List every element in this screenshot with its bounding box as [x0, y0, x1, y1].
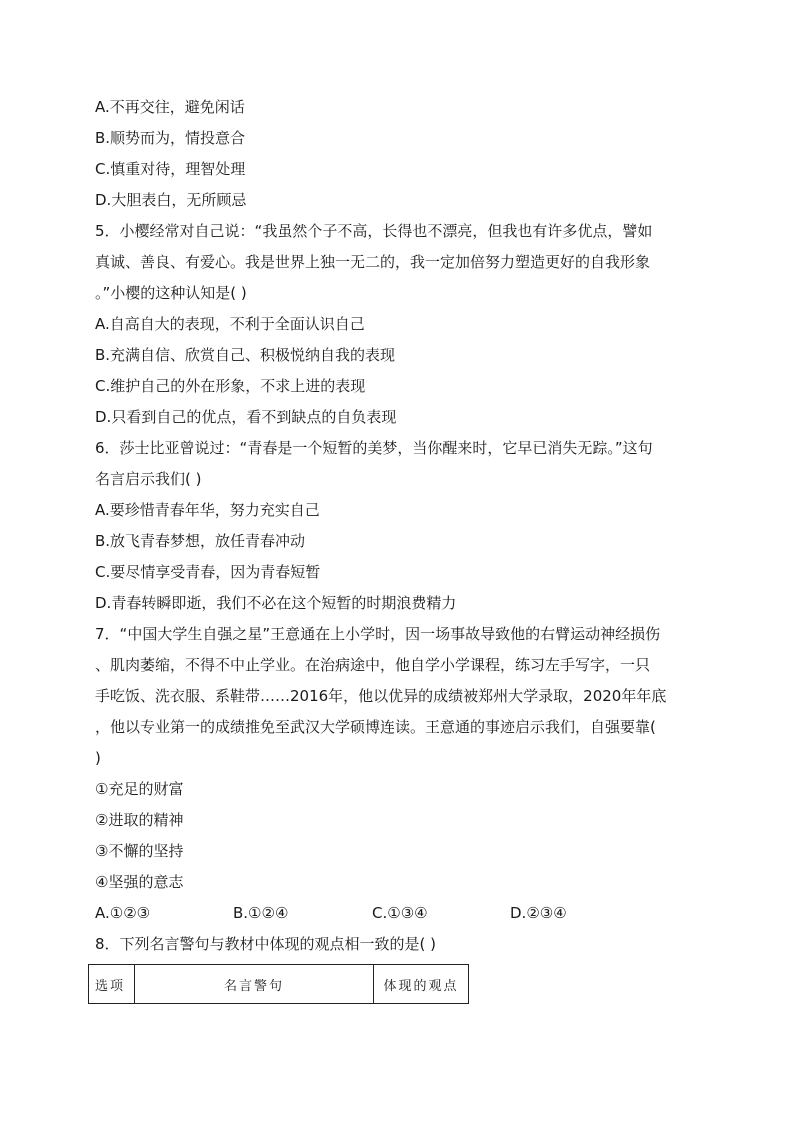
q7-choice-b: B.①②④	[233, 904, 289, 922]
q5-stem-line-1: 5．小樱经常对自己说：“我虽然个子不高，长得也不漂亮，但我也有许多优点，譬如	[95, 222, 653, 240]
q6-option-b: B.放飞青春梦想，放任青春冲动	[95, 532, 306, 550]
q4-option-d: D.大胆表白，无所顾忌	[95, 191, 247, 209]
q7-choice-d: D.②③④	[510, 904, 567, 922]
q7-choice-a: A.①②③	[95, 904, 151, 922]
q4-option-b: B.顺势而为，情投意合	[95, 129, 246, 147]
question-8	[95, 929, 705, 1004]
q7-stem-line-4: ，他以专业第一的成绩推免至武汉大学硕博连读。王意通的事迹启示我们，自强要靠(	[95, 718, 656, 736]
q6-option-d: D.青春转瞬即逝，我们不必在这个短暂的时期浪费精力	[95, 594, 457, 612]
q8-stem: 8．下列名言警句与教材中体现的观点相一致的是( )	[95, 935, 437, 953]
page-content	[95, 92, 705, 1004]
q5-option-b: B.充满自信、欣赏自己、积极悦纳自我的表现	[95, 346, 396, 364]
q5-stem-line-2: 真诚、善良、有爱心。我是世界上独一无二的，我一定加倍努力塑造更好的自我形象	[95, 253, 651, 271]
question-5	[95, 216, 705, 433]
q7-choice-c: C.①③④	[372, 904, 428, 922]
q7-item-4: ④坚强的意志	[95, 873, 184, 891]
q7-stem-line-1: 7．“中国大学生自强之星”王意通在上小学时，因一场事故导致他的右臂运动神经损伤	[95, 625, 661, 643]
question-6	[95, 433, 705, 619]
q8-table-header-row	[89, 965, 469, 1004]
q4-option-a: A.不再交往，避免闲话	[95, 98, 245, 116]
question-7	[95, 619, 705, 929]
q4-option-c: C.慎重对待，理智处理	[95, 160, 246, 178]
q6-stem-line-1: 6．莎士比亚曾说过：“青春是一个短暂的美梦，当你醒来时，它早已消失无踪。”这句	[95, 439, 653, 457]
q7-item-3: ③不懈的坚持	[95, 842, 184, 860]
q5-option-c: C.维护自己的外在形象，不求上进的表现	[95, 377, 366, 395]
q6-option-a: A.要珍惜青春年华，努力充实自己	[95, 501, 320, 519]
q5-stem-line-3: 。”小樱的这种认知是( )	[95, 284, 247, 302]
q7-item-1: ①充足的财富	[95, 780, 184, 798]
q6-option-c: C.要尽情享受青春，因为青春短暂	[95, 563, 321, 581]
q6-stem-line-2: 名言启示我们( )	[95, 470, 202, 488]
q8-header-option: 选项	[89, 965, 135, 1004]
q7-stem-line-2: 、肌肉萎缩，不得不中止学业。在治病途中，他自学小学课程，练习左手写字，一只	[95, 656, 651, 674]
q8-table	[88, 964, 469, 1004]
q7-choices-row	[95, 898, 705, 929]
q8-header-quote: 名言警句	[135, 965, 374, 1004]
q4-options	[95, 92, 705, 216]
q5-option-a: A.自高自大的表现，不利于全面认识自己	[95, 315, 365, 333]
q5-option-d: D.只看到自己的优点，看不到缺点的自负表现	[95, 408, 397, 426]
q8-header-viewpoint: 体现的观点	[374, 965, 469, 1004]
q7-item-2: ②进取的精神	[95, 811, 184, 829]
q7-stem-line-3: 手吃饭、洗衣服、系鞋带……2016年，他以优异的成绩被郑州大学录取，2020年年底	[95, 687, 667, 705]
q7-stem-line-5: )	[95, 749, 101, 767]
